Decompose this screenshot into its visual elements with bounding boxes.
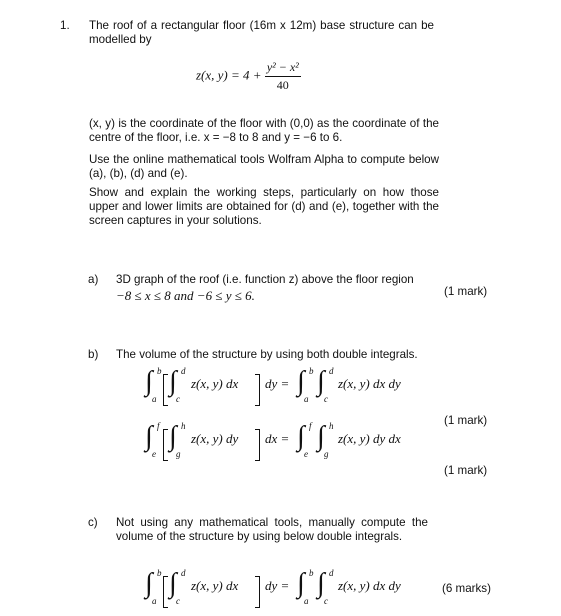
inner-integrand: z(x, y) dx xyxy=(191,578,239,593)
rhs-inner-upper-limit: h xyxy=(329,421,334,431)
equation-numerator: y² − x² xyxy=(265,60,301,77)
rhs-outer-lower-limit: a xyxy=(304,394,309,404)
part-a-text: 3D graph of the roof (i.e. function z) above the floor region xyxy=(116,273,414,286)
part-a-marks: (1 mark) xyxy=(444,285,488,298)
integral-sign: ∫ xyxy=(169,366,177,397)
part-b-equation-1 xyxy=(145,368,415,402)
inner-upper-limit: d xyxy=(181,366,186,376)
right-bracket xyxy=(255,374,260,406)
tools-paragraph: Use the online mathematical tools Wolfram Alpha to compute below (a), (b), (d) and (e). xyxy=(89,153,439,180)
inner-upper-limit: d xyxy=(181,568,186,578)
inner-integrand: z(x, y) dx xyxy=(191,376,239,391)
equation-denominator: 40 xyxy=(276,78,289,92)
outer-differential: dx = xyxy=(265,431,290,446)
outer-upper-limit: f xyxy=(157,421,160,431)
rhs-inner-lower-limit: c xyxy=(324,394,328,404)
rhs-outer-upper-limit: b xyxy=(309,366,314,376)
right-bracket xyxy=(255,576,260,608)
rhs-outer-upper-limit: b xyxy=(309,568,314,578)
rhs-outer-lower-limit: a xyxy=(304,596,309,606)
equation-fraction xyxy=(265,60,301,93)
outer-lower-limit: e xyxy=(152,449,156,459)
rhs-outer-upper-limit: f xyxy=(309,421,312,431)
rhs-inner-upper-limit: d xyxy=(329,366,334,376)
coordinate-paragraph: (x, y) is the coordinate of the floor with (0,0) as the coordinate of the centre of the floor, i.e. x = −8 to 8 and y = −6 to 6. xyxy=(89,117,439,144)
part-a-condition: −8 ≤ x ≤ 8 and −6 ≤ y ≤ 6. xyxy=(116,288,255,303)
outer-lower-limit: a xyxy=(152,394,157,404)
rhs-outer-lower-limit: e xyxy=(304,449,308,459)
rhs-inner-lower-limit: g xyxy=(324,449,329,459)
outer-upper-limit: b xyxy=(157,366,162,376)
rhs-integrand: z(x, y) dx dy xyxy=(338,376,401,391)
left-bracket xyxy=(163,374,168,406)
inner-lower-limit: c xyxy=(176,596,180,606)
integral-sign: ∫ xyxy=(297,421,305,452)
left-bracket xyxy=(163,576,168,608)
integral-sign: ∫ xyxy=(317,421,325,452)
right-bracket xyxy=(255,429,260,461)
part-c-equation xyxy=(145,570,415,604)
integral-sign: ∫ xyxy=(169,568,177,599)
part-c-text: Not using any mathematical tools, manually compute the volume of the structure by using below double integrals. xyxy=(116,516,428,543)
part-a-label: a) xyxy=(88,273,99,286)
integral-sign: ∫ xyxy=(145,421,153,452)
part-b-text: The volume of the structure by using both double integrals. xyxy=(116,348,418,361)
outer-differential: dy = xyxy=(265,376,290,391)
roof-equation xyxy=(196,60,301,93)
outer-differential: dy = xyxy=(265,578,290,593)
part-c-marks: (6 marks) xyxy=(442,582,491,595)
rhs-integrand: z(x, y) dy dx xyxy=(338,431,401,446)
integral-sign: ∫ xyxy=(297,366,305,397)
part-b-marks-1: (1 mark) xyxy=(444,414,488,427)
inner-upper-limit: h xyxy=(181,421,186,431)
left-bracket xyxy=(163,429,168,461)
inner-lower-limit: g xyxy=(176,449,181,459)
question-intro: The roof of a rectangular floor (16m x 12m) base structure can be modelled by xyxy=(89,19,434,46)
part-b-label: b) xyxy=(88,348,99,361)
rhs-inner-upper-limit: d xyxy=(329,568,334,578)
instructions-paragraph: Show and explain the working steps, particularly on how those upper and lower limits are obtained for (d) and (e), together with the screen captures in your solutions. xyxy=(89,186,439,227)
part-b-marks-2: (1 mark) xyxy=(444,464,488,477)
equation-lhs: z(x, y) = 4 + xyxy=(196,67,262,83)
integral-sign: ∫ xyxy=(297,568,305,599)
outer-lower-limit: a xyxy=(152,596,157,606)
part-c-label: c) xyxy=(88,516,98,529)
question-number: 1. xyxy=(60,19,70,32)
outer-upper-limit: b xyxy=(157,568,162,578)
integral-sign: ∫ xyxy=(317,366,325,397)
inner-integrand: z(x, y) dy xyxy=(191,431,239,446)
rhs-inner-lower-limit: c xyxy=(324,596,328,606)
integral-sign: ∫ xyxy=(169,421,177,452)
rhs-integrand: z(x, y) dx dy xyxy=(338,578,401,593)
integral-sign: ∫ xyxy=(317,568,325,599)
part-b-equation-2 xyxy=(145,423,415,457)
integral-sign: ∫ xyxy=(145,568,153,599)
inner-lower-limit: c xyxy=(176,394,180,404)
integral-sign: ∫ xyxy=(145,366,153,397)
